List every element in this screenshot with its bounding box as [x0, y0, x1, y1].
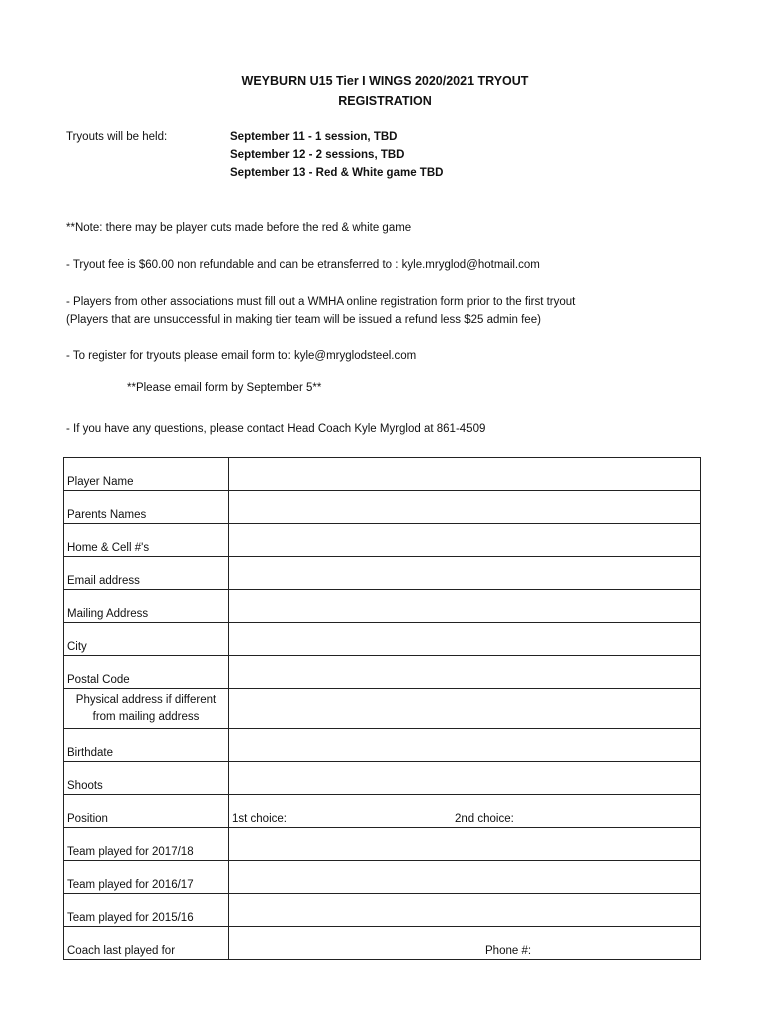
first-choice-label: 1st choice: — [232, 813, 287, 825]
player-name-label: Player Name — [64, 458, 229, 491]
table-row — [64, 590, 701, 623]
table-row — [64, 729, 701, 762]
phones-label: Home & Cell #'s — [64, 524, 229, 557]
note-deadline: **Please email form by September 5** — [127, 382, 322, 394]
city-label: City — [64, 623, 229, 656]
tryout-session-1: September 11 - 1 session, TBD — [230, 131, 398, 143]
table-row — [64, 927, 701, 960]
position-label: Position — [64, 795, 229, 828]
table-row — [64, 795, 701, 828]
coach-label: Coach last played for — [64, 927, 229, 960]
shoots-label: Shoots — [64, 762, 229, 795]
note-refund: (Players that are unsuccessful in making tier team will be issued a refund less $25 admin fee) — [66, 314, 541, 326]
note-questions: - If you have any questions, please contact Head Coach Kyle Myrglod at 861-4509 — [66, 423, 486, 435]
mailing-address-field[interactable] — [229, 590, 701, 623]
title-line-2: REGISTRATION — [338, 94, 432, 108]
phone-label: Phone #: — [485, 945, 532, 957]
title-line-1: WEYBURN U15 Tier I WINGS 2020/2021 TRYOUT — [241, 74, 529, 88]
table-row — [64, 689, 701, 729]
table-row — [64, 491, 701, 524]
team-2015-field[interactable] — [229, 894, 701, 927]
note-fee: - Tryout fee is $60.00 non refundable and can be etransferred to : kyle.mryglod@hotmail.com — [66, 259, 540, 271]
birthdate-field[interactable] — [229, 729, 701, 762]
table-row — [64, 557, 701, 590]
shoots-field[interactable] — [229, 762, 701, 795]
table-row — [64, 894, 701, 927]
coach-field[interactable] — [229, 927, 701, 960]
table-row — [64, 762, 701, 795]
table-row — [64, 524, 701, 557]
parents-names-label: Parents Names — [64, 491, 229, 524]
physical-address-label — [64, 689, 229, 729]
registration-form-table — [63, 457, 701, 960]
team-2017-field[interactable] — [229, 828, 701, 861]
physical-address-field[interactable] — [229, 689, 701, 729]
team-2016-label: Team played for 2016/17 — [64, 861, 229, 894]
email-field[interactable] — [229, 557, 701, 590]
note-other-associations: - Players from other associations must fill out a WMHA online registration form prior to the first tryout — [66, 296, 576, 308]
table-row — [64, 623, 701, 656]
email-label: Email address — [64, 557, 229, 590]
postal-code-label: Postal Code — [64, 656, 229, 689]
birthdate-label: Birthdate — [64, 729, 229, 762]
city-field[interactable] — [229, 623, 701, 656]
player-name-field[interactable] — [229, 458, 701, 491]
physical-address-label-line-2: from mailing address — [92, 710, 200, 723]
team-2016-field[interactable] — [229, 861, 701, 894]
note-register: - To register for tryouts please email form to: kyle@mryglodsteel.com — [66, 350, 417, 362]
second-choice-label: 2nd choice: — [455, 813, 514, 825]
parents-names-field[interactable] — [229, 491, 701, 524]
tryout-session-3: September 13 - Red & White game TBD — [230, 167, 444, 179]
table-row — [64, 656, 701, 689]
postal-code-field[interactable] — [229, 656, 701, 689]
table-row — [64, 458, 701, 491]
position-field[interactable] — [229, 795, 701, 828]
team-2015-label: Team played for 2015/16 — [64, 894, 229, 927]
mailing-address-label: Mailing Address — [64, 590, 229, 623]
team-2017-label: Team played for 2017/18 — [64, 828, 229, 861]
tryouts-label: Tryouts will be held: — [66, 131, 168, 143]
table-row — [64, 861, 701, 894]
note-cuts: **Note: there may be player cuts made before the red & white game — [66, 222, 412, 234]
phones-field[interactable] — [229, 524, 701, 557]
tryout-session-2: September 12 - 2 sessions, TBD — [230, 149, 405, 161]
physical-address-label-line-1: Physical address if different — [75, 693, 217, 706]
table-row — [64, 828, 701, 861]
